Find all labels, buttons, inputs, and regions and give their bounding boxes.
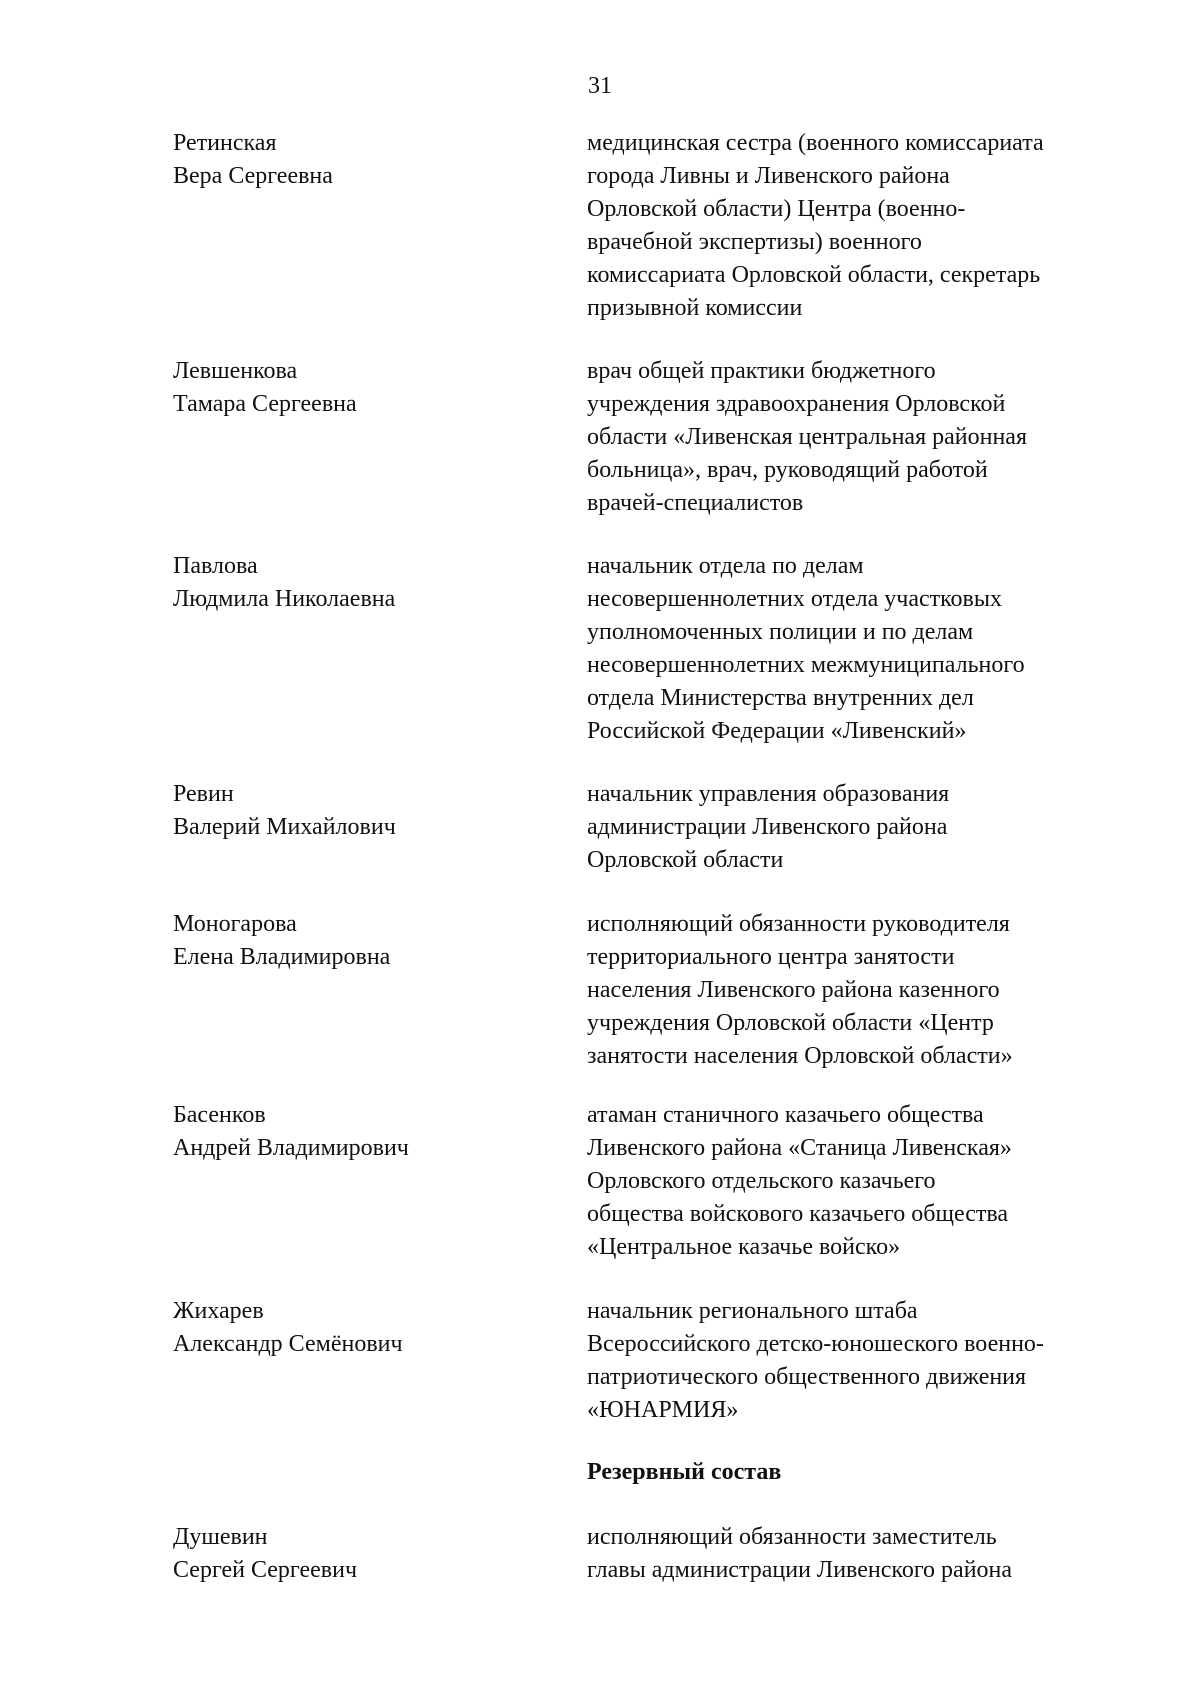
member-name	[173, 355, 573, 421]
member-given-names: Андрей Владимирович	[173, 1135, 409, 1161]
position-line: «ЮНАРМИЯ»	[587, 1397, 739, 1423]
member-surname: Левшенкова	[173, 358, 298, 384]
position-line: области «Ливенская центральная районная	[587, 424, 1027, 450]
member-name	[173, 1295, 573, 1361]
member-surname: Жихарев	[173, 1298, 264, 1324]
member-given-names: Валерий Михайлович	[173, 814, 396, 840]
member-position	[587, 1521, 1147, 1587]
position-line: уполномоченных полиции и по делам	[587, 619, 974, 645]
member-surname: Павлова	[173, 553, 258, 579]
position-line: занятости населения Орловской области»	[587, 1043, 1013, 1069]
member-name	[173, 908, 573, 974]
position-line: исполняющий обязанности руководителя	[587, 911, 1010, 937]
position-line: Всероссийского детско-юношеского военно-	[587, 1331, 1044, 1357]
position-line: несовершеннолетних межмуниципального	[587, 652, 1025, 678]
member-position	[587, 355, 1147, 520]
member-name	[173, 550, 573, 616]
position-line: врачебной экспертизы) военного	[587, 229, 922, 255]
position-line: главы администрации Ливенского района	[587, 1557, 1013, 1583]
position-line: начальник управления образования	[587, 781, 950, 807]
position-line: начальник регионального штаба	[587, 1298, 918, 1324]
reserve-section-heading: Резервный состав	[587, 1459, 782, 1485]
position-line: атаман станичного казачьего общества	[587, 1102, 984, 1128]
position-line: населения Ливенского района казенного	[587, 977, 1000, 1003]
position-line: исполняющий обязанности заместитель	[587, 1524, 997, 1550]
position-line: учреждения здравоохранения Орловской	[587, 391, 1006, 417]
position-line: «Центральное казачье войско»	[587, 1234, 901, 1260]
member-surname: Ретинская	[173, 130, 277, 156]
position-line: учреждения Орловской области «Центр	[587, 1010, 994, 1036]
position-line: Орловского отдельского казачьего	[587, 1168, 936, 1194]
member-position	[587, 908, 1147, 1073]
member-surname: Моногарова	[173, 911, 297, 937]
page-number: 31	[588, 73, 612, 99]
position-line: призывной комиссии	[587, 295, 803, 321]
position-line: комиссариата Орловской области, секретарь	[587, 262, 1041, 288]
member-surname: Ревин	[173, 781, 234, 807]
position-line: начальник отдела по делам	[587, 553, 864, 579]
member-position	[587, 778, 1147, 877]
position-line: Ливенского района «Станица Ливенская»	[587, 1135, 1012, 1161]
member-given-names: Вера Сергеевна	[173, 163, 333, 189]
position-line: медицинская сестра (военного комиссариата	[587, 130, 1044, 156]
member-position	[587, 550, 1147, 748]
member-name	[173, 127, 573, 193]
member-position	[587, 127, 1147, 325]
position-line: Орловской области	[587, 847, 784, 873]
member-given-names: Сергей Сергеевич	[173, 1557, 358, 1583]
position-line: Российской Федерации «Ливенский»	[587, 718, 967, 744]
member-given-names: Елена Владимировна	[173, 944, 391, 970]
position-line: врачей-специалистов	[587, 490, 804, 516]
position-line: территориального центра занятости	[587, 944, 955, 970]
position-line: патриотического общественного движения	[587, 1364, 1027, 1390]
member-name	[173, 1521, 573, 1587]
position-line: врач общей практики бюджетного	[587, 358, 936, 384]
position-line: администрации Ливенского района	[587, 814, 948, 840]
position-line: Орловской области) Центра (военно-	[587, 196, 966, 222]
member-surname: Басенков	[173, 1102, 266, 1128]
position-line: города Ливны и Ливенского района	[587, 163, 950, 189]
member-given-names: Тамара Сергеевна	[173, 391, 357, 417]
member-name	[173, 778, 573, 844]
member-position	[587, 1295, 1147, 1427]
member-surname: Душевин	[173, 1524, 268, 1550]
member-name	[173, 1099, 573, 1165]
position-line: несовершеннолетних отдела участковых	[587, 586, 1003, 612]
member-position	[587, 1099, 1147, 1264]
position-line: общества войскового казачьего общества	[587, 1201, 1009, 1227]
position-line: больница», врач, руководящий работой	[587, 457, 988, 483]
position-line: отдела Министерства внутренних дел	[587, 685, 974, 711]
member-given-names: Людмила Николаевна	[173, 586, 396, 612]
member-given-names: Александр Семёнович	[173, 1331, 403, 1357]
